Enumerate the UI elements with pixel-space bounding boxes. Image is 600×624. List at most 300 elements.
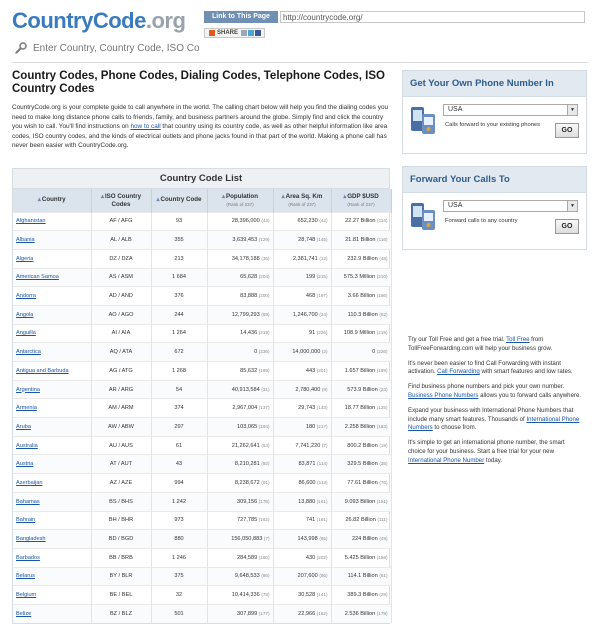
cell-gdp [331,548,391,567]
cell-population [207,212,273,231]
cell-population [207,268,273,287]
site-header [0,0,600,62]
population-rank: (162) [258,517,270,523]
cell-country [13,231,91,250]
gdp-rank: (151) [376,498,388,504]
gdp-rank: (114) [377,218,388,224]
area-rank: (113) [317,479,328,485]
gdp-rank: (76) [379,479,388,485]
cell-iso: BD / BGD [91,530,151,549]
share-button[interactable] [204,28,265,38]
population-rank: (236) [258,349,270,355]
table-row [13,436,391,455]
population-rank: (7) [263,536,270,542]
area-rank: (143) [316,405,328,411]
population-rank: (200) [258,293,270,299]
phone-icon [409,105,437,137]
country-link[interactable]: Belgium [16,592,37,599]
population-value: 8,238,672 [234,479,260,486]
cell-gdp [331,455,391,474]
country-link[interactable]: Antarctica [16,349,41,356]
cell-country [13,268,91,287]
gdp-rank: (158) [376,554,388,560]
sort-icon: ▴ [100,193,104,200]
cell-iso: AQ / ATA [91,343,151,362]
gdp-rank: (116) [377,237,388,243]
area-value: 29,743 [298,405,316,412]
gdp-rank: (49) [379,536,388,542]
cell-iso: AF / AFG [91,212,151,231]
population-rank: (177) [258,611,270,617]
cell-iso: BY / BLR [91,567,151,586]
population-value: 83,888 [240,293,258,300]
cell-country [13,604,91,623]
table-row [13,249,391,268]
promo-text: Try our Toll Free and get a free trial. [408,336,507,343]
col-header-gdp[interactable] [331,189,391,212]
cell-area [273,324,331,343]
cell-area [273,343,331,362]
area-value: 468 [305,293,316,300]
business-phone-numbers-link[interactable]: Business Phone Numbers [408,391,479,399]
cell-iso: BE / BEL [91,586,151,605]
share-label: SHARE [217,30,239,36]
table-row [13,287,391,306]
go-button[interactable]: GO [555,123,579,138]
cell-population [207,380,273,399]
page-title: Country Codes, Phone Codes, Dialing Codes, Telephone Codes, ISO Country Codes [12,70,385,95]
gdp-value: 18.77 Billion [344,405,376,412]
cell-area [273,530,331,549]
get-number-title: Get Your Own Phone Number In [403,71,586,97]
promo-paragraph [402,360,587,378]
cell-code: 1 242 [151,492,207,511]
area-value: 2,381,741 [292,255,318,262]
col-header-area[interactable] [273,189,331,212]
population-value: 28,396,000 [231,218,260,225]
link-url-field[interactable] [280,11,585,23]
get-number-box [402,70,587,154]
cell-area [273,212,331,231]
gdp-value: 22.27 Billion [345,218,376,225]
table-row [13,305,391,324]
population-value: 85,632 [240,367,258,374]
gdp-rank: (210) [376,274,388,280]
population-rank: (129) [258,237,270,243]
gdp-value: 3.66 Billion [347,293,376,300]
country-link[interactable]: Azerbaijan [16,479,43,486]
call-forwarding-link[interactable]: Call Forwarding [437,368,480,376]
sort-icon: ▴ [343,193,347,200]
cell-code: 880 [151,530,207,549]
international-phone-number-link[interactable]: International Phone Number [408,456,485,464]
table-caption: Country Code List [13,169,389,189]
population-value: 3,639,453 [232,237,258,244]
box-description: Forward calls to any country [445,218,518,224]
box-description: Calls forward to your existing phones [445,122,541,128]
cell-population [207,231,273,250]
country-link[interactable]: Anguilla [16,330,36,337]
cell-country [13,548,91,567]
cell-code: 43 [151,455,207,474]
population-rank: (31) [261,386,270,392]
cell-gdp [331,287,391,306]
cell-area [273,399,331,418]
cell-code: 93 [151,212,207,231]
cell-gdp [331,268,391,287]
area-rank: (42) [319,218,328,224]
cell-country [13,362,91,381]
country-link[interactable]: Bahamas [16,498,40,505]
cell-gdp [331,418,391,437]
cell-country [13,492,91,511]
area-rank: (161) [316,498,328,504]
table-row [13,324,391,343]
cell-population [207,530,273,549]
cell-gdp [331,530,391,549]
area-value: 86,600 [298,479,316,486]
cell-code: 374 [151,399,207,418]
cell-iso: AO / AGO [91,305,151,324]
population-rank: (92) [261,461,270,467]
col-header-country[interactable] [13,189,91,212]
facebook-icon [255,30,261,36]
cell-code: 994 [151,474,207,493]
table-row [13,455,391,474]
country-link[interactable]: Afghanistan [16,218,46,225]
selected-country: USA [448,106,463,113]
area-value: 199 [305,274,316,281]
chevron-down-icon: ▼ [567,201,577,211]
cell-code: 1 268 [151,362,207,381]
country-link[interactable]: Barbados [16,554,40,561]
cell-area [273,231,331,250]
gdp-value: 224 Billion [351,536,378,543]
area-rank: (217) [316,423,328,429]
area-value: 741 [305,517,316,524]
gdp-value: 9.093 Billion [344,498,376,505]
sidebar [402,70,587,472]
population-value: 40,913,584 [231,386,260,393]
gdp-rank: (189) [376,367,388,373]
gdp-value: 114.1 Billion [347,573,378,580]
cell-code: 244 [151,305,207,324]
cell-gdp [331,231,391,250]
area-value: 30,528 [298,592,316,599]
header-divider [12,62,588,63]
cell-code: 1 246 [151,548,207,567]
table-row [13,567,391,586]
cell-code: 1 684 [151,268,207,287]
population-value: 65,628 [240,274,258,281]
link-to-page-label: Link to This Page [204,11,278,23]
country-link[interactable]: Belarus [16,573,35,580]
area-value: 207,600 [297,573,318,580]
chevron-down-icon: ▼ [567,105,577,115]
gdp-value: 77.61 Billion [347,479,378,486]
rank-note: (Rank of 237) [226,201,254,207]
area-value: 443 [305,367,316,374]
gdp-value: 108.9 Million [343,330,376,337]
cell-iso: AU / AUS [91,436,151,455]
gdp-rank: (61) [379,573,388,579]
gdp-value: 800.2 Billion [347,442,378,449]
area-rank: (2) [321,349,328,355]
table-row [13,548,391,567]
country-link[interactable]: Belize [16,611,32,618]
cell-country [13,212,91,231]
cell-population [207,399,273,418]
area-rank: (24) [319,311,328,317]
col-iso-label: ISO Country Codes [104,192,142,208]
cell-country [13,511,91,530]
area-rank: (197) [316,293,328,299]
gdp-value: 573.9 Billion [347,386,378,393]
cell-iso: DZ / DZA [91,249,151,268]
how-to-call-link[interactable]: how to call [130,123,161,131]
country-link[interactable]: Armenia [16,405,37,412]
cell-code: 297 [151,418,207,437]
population-rank: (199) [258,367,270,373]
gdp-value: 110.3 Billion [347,311,378,318]
cell-iso: BB / BRB [91,548,151,567]
population-value: 2,967,004 [232,405,258,412]
cell-country [13,287,91,306]
table-row [13,380,391,399]
area-value: 28,748 [298,237,316,244]
cell-population [207,362,273,381]
col-header-code[interactable] [151,189,207,212]
population-rank: (36) [261,255,270,261]
country-link[interactable]: Argentina [16,386,40,393]
forward-calls-box [402,166,587,250]
cell-area [273,474,331,493]
gdp-rank: (179) [376,611,388,617]
cell-gdp [331,305,391,324]
population-rank: (204) [258,274,270,280]
cell-country [13,567,91,586]
country-link[interactable]: Bangladesh [16,536,46,543]
toll-free-link[interactable]: Toll Free [506,336,530,343]
cell-area [273,511,331,530]
cell-iso: BH / BHR [91,511,151,530]
email-icon [241,30,247,36]
country-select[interactable] [443,104,578,116]
population-rank: (69) [261,311,270,317]
table-row [13,604,391,623]
cell-code: 54 [151,380,207,399]
search-bar [14,40,203,56]
sort-icon: ▴ [222,193,226,200]
go-button[interactable]: GO [555,219,579,234]
population-rank: (78) [261,592,270,598]
site-logo[interactable] [12,8,185,34]
gdp-rank: (219) [376,330,388,336]
gdp-value: 232.9 Billion [347,255,378,262]
area-value: 7,741,220 [295,442,321,449]
cell-country [13,474,91,493]
population-rank: (180) [258,554,270,560]
cell-gdp [331,380,391,399]
cell-population [207,455,273,474]
promo-text: Find business phone numbers and pick your own number. [408,383,565,391]
intro-text-1: CountryCode.org is your complete guide to call anywhere in the world. The calling chart below will help you find the dialing codes you need to make long distance phone calls to friends, family, and business partners around the globe. Simply find and click the country you wish to call. You'll find instructions on [12,104,389,131]
rank-note: (Rank of 237) [347,201,375,207]
cell-gdp [331,324,391,343]
wrench-icon [14,41,28,55]
area-value: 180 [305,423,316,430]
country-link[interactable]: Bahrain [16,517,36,524]
gdp-rank: (125) [376,405,388,411]
country-link[interactable]: Austria [16,461,34,468]
gdp-value: 329.5 Billion [347,461,378,468]
promo-texts [402,336,587,466]
table-row [13,231,391,250]
cell-country [13,343,91,362]
cell-population [207,343,273,362]
population-value: 21,262,641 [231,442,260,449]
cell-area [273,455,331,474]
gdp-value: 1.657 Billion [344,367,376,374]
cell-population [207,324,273,343]
cell-gdp [331,212,391,231]
search-input[interactable] [33,40,203,56]
table-row [13,362,391,381]
cell-population [207,604,273,623]
cell-population [207,418,273,437]
country-link[interactable]: Andorra [16,293,36,300]
table-row [13,492,391,511]
gdp-rank: (48) [379,255,388,261]
gdp-value: 389.3 Billion [347,592,378,599]
cell-country [13,418,91,437]
population-rank: (176) [258,498,270,504]
promo-text: today. [484,456,503,464]
area-value: 652,230 [297,218,318,225]
country-select[interactable] [443,200,578,212]
country-link[interactable]: American Samoa [16,274,59,281]
cell-gdp [331,399,391,418]
twitter-icon [248,30,254,36]
population-value: 103,065 [236,423,258,430]
col-population-label: Population [226,192,258,200]
population-value: 9,648,533 [234,573,260,580]
cell-code: 61 [151,436,207,455]
gdp-rank: (111) [377,517,388,523]
area-rank: (215) [316,274,328,280]
cell-iso: BS / BHS [91,492,151,511]
country-link[interactable]: Angola [16,311,34,318]
promo-text: Expand your business with International Phone Numbers that include many smart features. Thousands of [408,406,574,423]
cell-iso: AR / ARG [91,380,151,399]
col-code-label: Country Code [160,196,202,204]
link-to-page [204,11,585,23]
area-value: 1,246,700 [292,311,318,318]
population-rank: (91) [261,479,270,485]
cell-population [207,567,273,586]
col-header-population[interactable] [207,189,273,212]
cell-code: 375 [151,567,207,586]
table-row [13,474,391,493]
main-content [12,70,392,151]
cell-gdp [331,604,391,623]
promo-text: to choose from. [432,424,477,432]
international-phone-numbers-link[interactable]: International Phone Numbers [408,415,580,432]
cell-population [207,287,273,306]
area-rank: (9) [321,386,328,392]
cell-population [207,586,273,605]
cell-code: 213 [151,249,207,268]
table-row [13,530,391,549]
cell-population [207,492,273,511]
cell-population [207,548,273,567]
area-rank: (95) [319,536,328,542]
cell-country [13,399,91,418]
cell-gdp [331,586,391,605]
country-link[interactable]: Aruba [16,423,31,430]
population-value: 284,589 [236,554,258,561]
population-value: 0 [254,349,258,356]
area-rank: (7) [321,442,328,448]
area-value: 91 [308,330,316,337]
gdp-value: 26.82 Billion [345,517,376,524]
cell-area [273,567,331,586]
cell-country [13,249,91,268]
population-value: 309,156 [236,498,258,505]
gdp-rank: (62) [379,311,388,317]
area-rank: (141) [316,592,328,598]
cell-population [207,511,273,530]
country-link[interactable]: Australia [16,442,38,449]
gdp-rank: (19) [379,442,388,448]
country-link[interactable]: Albania [16,237,35,244]
country-link[interactable]: Antigua and Barbuda [16,367,69,374]
table-row [13,511,391,530]
promo-text: with smart features and low rates. [479,368,573,376]
cell-area [273,548,331,567]
promo-paragraph [402,383,587,401]
cell-iso: AL / ALB [91,231,151,250]
population-rank: (86) [261,573,270,579]
area-value: 22,966 [298,611,316,618]
phone-icon [409,201,437,233]
cell-iso: AI / AIA [91,324,151,343]
gdp-value: 0 [372,349,376,356]
sort-icon: ▴ [37,197,41,204]
cell-area [273,268,331,287]
area-rank: (201) [316,367,328,373]
cell-gdp [331,436,391,455]
promo-text: It's simple to get an international phone number, the smart choice for your business. Start a free trial for your new [408,439,565,455]
table-row [13,212,391,231]
col-header-iso[interactable] [91,189,151,212]
cell-iso: AG / ATG [91,362,151,381]
population-value: 12,799,293 [231,311,260,318]
area-value: 430 [305,554,316,561]
area-value: 83,871 [298,461,316,468]
intro-text-2: that country using its country code, as well as other helpful information like area codes, ISO country codes, and the kinds of electrical outlets and phone jacks found in that part of the world. Making a phone call has never been easier with CountryCode.org. [12,123,388,150]
cell-gdp [331,343,391,362]
rank-note: (Rank of 237) [288,201,316,207]
sort-icon: ▴ [156,197,160,204]
gdp-value: 2.258 Billion [344,423,376,430]
population-rank: (219) [258,330,270,336]
area-rank: (145) [316,237,328,243]
cell-area [273,586,331,605]
area-value: 14,000,000 [292,349,321,356]
country-link[interactable]: Algeria [16,255,34,262]
population-value: 156,050,883 [231,536,263,543]
